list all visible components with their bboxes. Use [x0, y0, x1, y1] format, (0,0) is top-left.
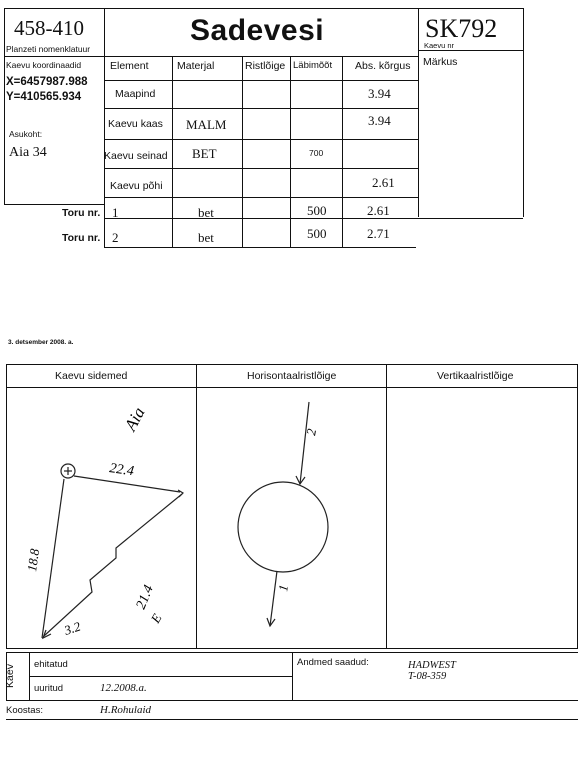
footer-row-sep — [29, 676, 292, 677]
compiled-label: Koostas: — [6, 705, 43, 716]
map-reference: 458-410 — [14, 16, 84, 40]
pipe-abs-2: 2.71 — [367, 226, 390, 241]
row-abs-1: 3.94 — [368, 113, 391, 128]
row-sep-3 — [104, 168, 418, 169]
surveyed-label: uuritud — [34, 683, 64, 694]
divider-wellid — [418, 8, 419, 217]
data-from-label: Andmed saadud: — [297, 657, 369, 668]
pipe-label-2: Toru nr. — [62, 232, 101, 244]
well-id-caption: Kaevu nr — [424, 41, 455, 50]
row-material-1: MALM — [186, 117, 227, 132]
row-material-2: BET — [192, 146, 217, 161]
pipe-out-label: 1 — [275, 583, 292, 593]
footer-last — [6, 719, 578, 720]
street-label: Aia — [120, 404, 149, 434]
location-label: Asukoht: — [9, 129, 43, 139]
row-abs-3: 2.61 — [372, 175, 395, 190]
row-sep-4 — [104, 197, 418, 198]
pipe-diameter-1: 500 — [307, 203, 327, 218]
frame-right — [523, 8, 524, 217]
row-element-0: Maapind — [115, 88, 156, 100]
frame-left-bottom — [4, 204, 104, 205]
section-horizontal-title: Horisontaalristlõige — [247, 370, 337, 382]
sketch-col-sep-2 — [386, 364, 387, 649]
dim-diag-sub: E — [147, 611, 165, 626]
frame-bottom — [104, 247, 416, 248]
col-header-cross: Ristlõige — [245, 60, 286, 72]
pipe-in-line — [300, 402, 309, 484]
dim-top-label: 22.4 — [108, 461, 135, 480]
pipe-material-1: bet — [198, 205, 214, 220]
dim-diag-label: 21.4 — [133, 583, 157, 612]
map-reference-caption: Planzeti nomenklatuur — [6, 44, 91, 54]
data-from-value: HADWEST — [408, 660, 456, 671]
coord-y: Y=410565.934 — [6, 91, 82, 103]
pipe-material-2: bet — [198, 230, 214, 245]
coord-x: X=6457987.988 — [6, 76, 88, 88]
col-header-diameter: Läbimõõt — [293, 60, 333, 71]
row-abs-0: 3.94 — [368, 86, 391, 101]
surveyed-value: 12.2008.a. — [100, 682, 147, 694]
col-header-abs: Abs. kõrgus — [355, 60, 411, 72]
pipe-nr-2: 2 — [112, 230, 119, 245]
well-id: SK792 — [425, 14, 498, 43]
row-sep-1 — [104, 108, 418, 109]
pipe-nr-1: 1 — [112, 205, 119, 220]
row-sep-head — [104, 80, 418, 81]
frame-left — [4, 8, 5, 204]
pipe-out-line — [270, 571, 277, 626]
page-title: Sadevesi — [190, 14, 325, 47]
horizontal-section-sketch — [197, 388, 386, 648]
footer-vertical-label: Kaev — [3, 664, 16, 688]
manhole-circle — [238, 482, 328, 572]
compiled-value: H.Rohulaid — [100, 704, 152, 716]
notes-label: Märkus — [423, 56, 458, 68]
pipe-label-1: Toru nr. — [62, 207, 101, 219]
row-element-2: Kaevu seinad — [104, 150, 168, 162]
footer-bottom — [6, 700, 578, 701]
footer-mid-sep — [292, 652, 293, 700]
wellid-bottom — [418, 50, 523, 51]
data-from-sub: T-08-359 — [408, 671, 447, 682]
dim-line-diag — [44, 494, 182, 636]
col-header-material: Materjal — [177, 60, 215, 72]
section-links-title: Kaevu sidemed — [55, 370, 128, 382]
pipe-diameter-2: 500 — [307, 226, 327, 241]
dim-line-left — [42, 479, 64, 638]
date-line: 3. detsember 2008. a. — [8, 339, 74, 346]
section-vertical-title: Vertikaalristlõige — [437, 370, 514, 382]
pipe-abs-1: 2.61 — [367, 203, 390, 218]
dim-bottom-label: 3.2 — [62, 618, 83, 638]
row-sep-2 — [104, 139, 418, 140]
col-header-element: Element — [110, 60, 149, 72]
divider-mapref — [104, 8, 105, 247]
pipe-in-label: 2 — [303, 427, 320, 437]
row-element-1: Kaevu kaas — [108, 118, 163, 130]
row-element-3: Kaevu põhi — [110, 180, 163, 192]
location-value: Aia 34 — [9, 145, 47, 160]
title-bottom — [104, 56, 418, 57]
frame-top — [4, 8, 524, 9]
links-sketch — [6, 388, 196, 648]
built-label: ehitatud — [34, 659, 68, 670]
mapref-bottom — [4, 56, 104, 57]
dim-left-label: 18.8 — [24, 547, 43, 573]
coords-label: Kaevu koordinaadid — [6, 60, 82, 70]
row-diameter-2: 700 — [309, 148, 324, 158]
